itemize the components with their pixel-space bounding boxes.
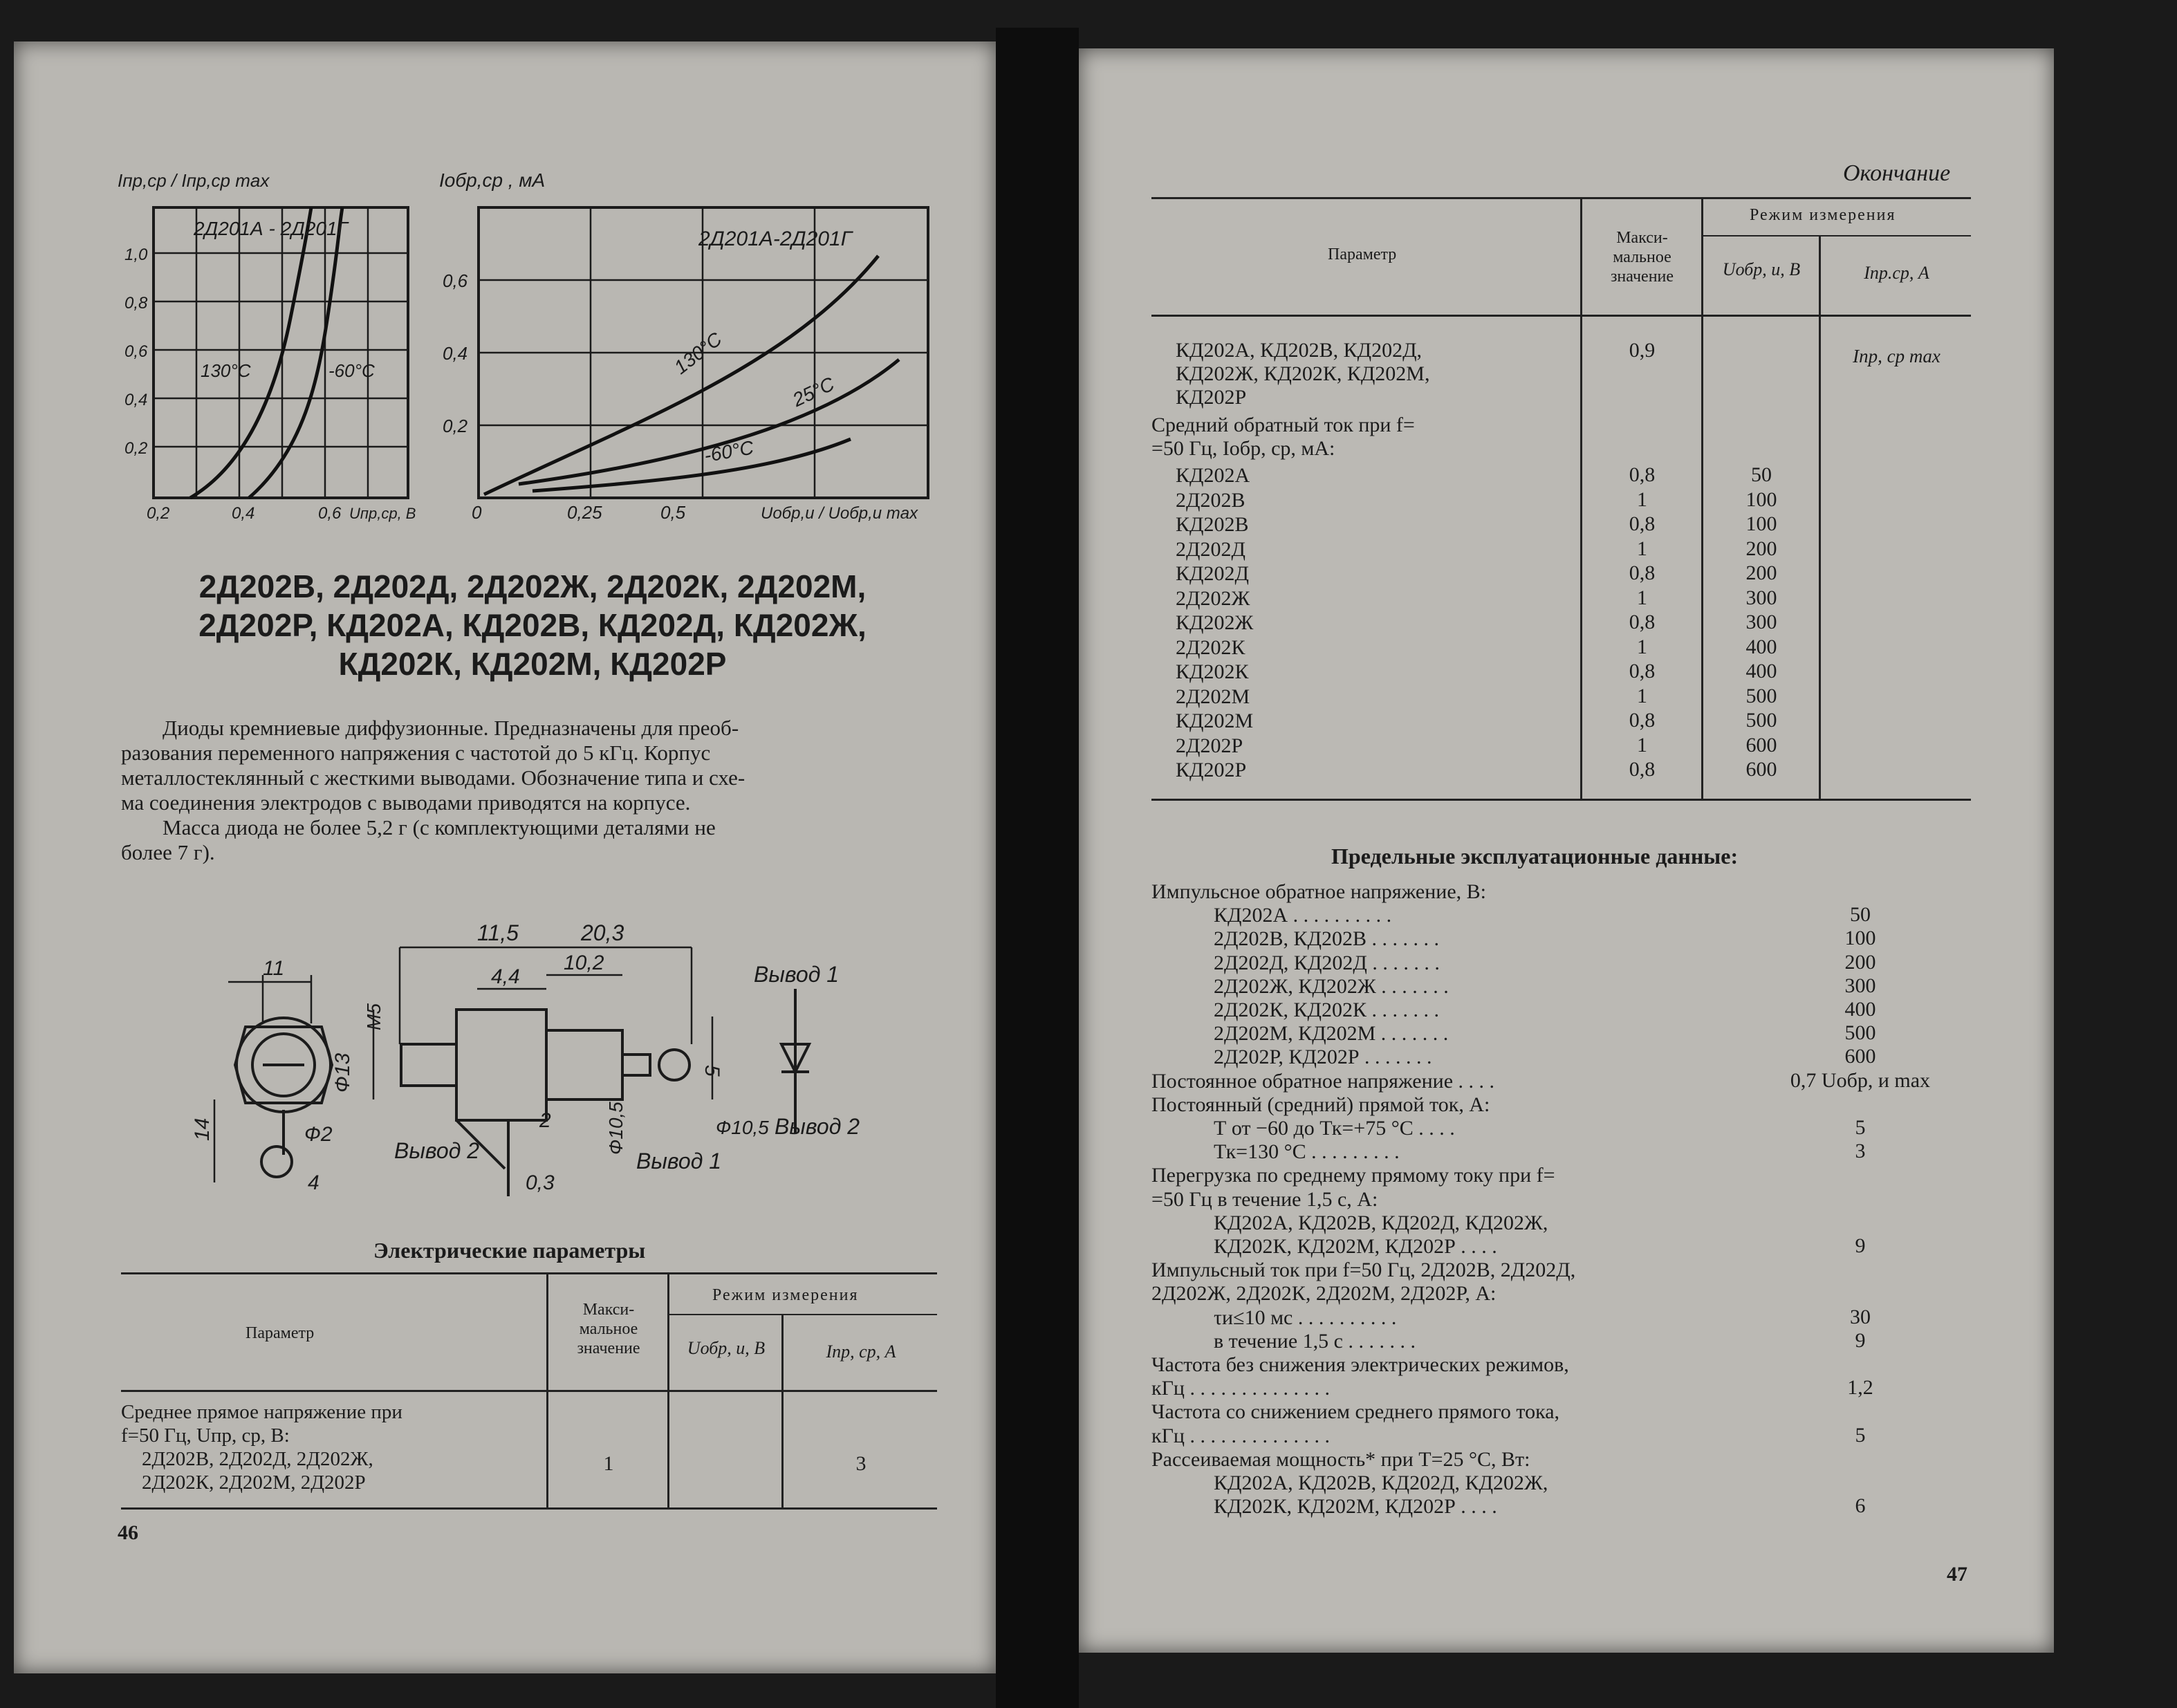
r-row-u-obr: 300 xyxy=(1745,611,1777,633)
limits-title: Предельные эксплуатационные данные: xyxy=(1331,844,1739,869)
limit-value: 9 xyxy=(1855,1234,1866,1257)
chart2-ytick: 0,6 xyxy=(443,270,468,291)
curve-minus60c xyxy=(249,207,342,498)
chart2-curve-label: -60°C xyxy=(702,436,756,467)
r-table-bottom-rule xyxy=(1151,799,1971,801)
limit-value: 5 xyxy=(1855,1423,1866,1447)
diode-types-heading: 2Д202В, 2Д202Д, 2Д202Ж, 2Д202К, 2Д202М, 2Д202Р, КД202А, КД202В, КД202Д, КД202Ж, КД202К, КД202М, КД202Р xyxy=(198,568,867,682)
limit-text: КД202К, КД202М, КД202Р . . . . xyxy=(1214,1495,1497,1519)
chart1-ytick: 0,6 xyxy=(124,342,148,361)
r-row-max: 0,8 xyxy=(1629,611,1656,633)
r-row-u-obr: 200 xyxy=(1745,537,1777,560)
dim-phi10-5-vertical: Ф10,5 xyxy=(605,1102,627,1155)
limit-text: 2Д202Д, КД202Д . . . . . . . xyxy=(1214,951,1440,974)
table-top-rule xyxy=(121,1272,937,1274)
chart1-ytick: 0,2 xyxy=(124,439,148,458)
dim-5: 5 xyxy=(701,1065,723,1077)
r-table-top-rule xyxy=(1151,197,1971,199)
limit-text: Т от −60 до Тк=+75 °С . . . . xyxy=(1214,1117,1455,1140)
header-param: Параметр xyxy=(246,1324,315,1342)
limit-text: τи≤10 мс . . . . . . . . . . xyxy=(1214,1306,1397,1329)
dim-14: 14 xyxy=(191,1117,214,1141)
r-row-u-obr: 100 xyxy=(1745,488,1777,511)
r-row-device: КД202К xyxy=(1176,660,1249,683)
dim-20-3: 20,3 xyxy=(581,920,624,945)
limit-text: КД202А, КД202В, КД202Д, КД202Ж, xyxy=(1214,1211,1548,1234)
limit-text: Частота без снижения электрических режимов, xyxy=(1151,1353,1569,1376)
r-row-u-obr: 500 xyxy=(1745,684,1777,707)
r-row-u-obr: 400 xyxy=(1745,660,1777,683)
r-header-u-obr: Uобр, и, В xyxy=(1722,259,1801,279)
forward-current-chart xyxy=(111,159,429,532)
r-row1-current: Iпр, ср max xyxy=(1853,346,1940,366)
r-row-u-obr: 600 xyxy=(1745,758,1777,781)
chart1-curve-label: -60°C xyxy=(328,360,375,381)
limit-value: 600 xyxy=(1844,1045,1876,1068)
r-row-device: 2Д202М xyxy=(1176,685,1250,708)
label-vyvod-2-right: Вывод 2 xyxy=(775,1114,860,1139)
label-vyvod-2-left: Вывод 2 xyxy=(394,1138,480,1163)
table-bottom-rule xyxy=(121,1507,937,1510)
table-col-divider xyxy=(781,1314,784,1507)
limit-text: 2Д202Ж, КД202Ж . . . . . . . xyxy=(1214,974,1449,998)
r-header-max: Макси- мальное значение xyxy=(1610,229,1674,286)
label-vyvod-1-top: Вывод 1 xyxy=(754,962,840,987)
r-row-max: 0,8 xyxy=(1629,512,1656,535)
r-header-mode: Режим измерения xyxy=(1750,206,1896,224)
limit-value: 1,2 xyxy=(1847,1376,1873,1400)
limit-value: 50 xyxy=(1850,903,1871,927)
r-row-device: КД202Ж xyxy=(1176,611,1254,634)
dim-10-2: 10,2 xyxy=(564,952,604,974)
chart1-xtick: 0,4 xyxy=(232,504,255,523)
limit-text: Импульсное обратное напряжение, В: xyxy=(1151,880,1486,903)
r-row-max: 1 xyxy=(1637,488,1647,511)
limit-text: Рассеиваемая мощность* при Т=25 °С, Вт: xyxy=(1151,1447,1530,1471)
chart2-series-label: 2Д201А-2Д201Г xyxy=(698,228,853,250)
r-row1-devices: КД202А, КД202В, КД202Д, КД202Ж, КД202К, КД202М, КД202Р xyxy=(1176,339,1430,409)
limit-text: кГц . . . . . . . . . . . . . . xyxy=(1151,1424,1330,1447)
r-table-col-divider xyxy=(1819,235,1821,799)
r-row-u-obr: 400 xyxy=(1745,635,1777,658)
dim-phi10-5: Ф10,5 xyxy=(716,1117,769,1138)
limit-text: 2Д202М, КД202М . . . . . . . xyxy=(1214,1022,1449,1046)
limit-text: в течение 1,5 с . . . . . . . xyxy=(1214,1329,1416,1353)
chart1-xtick: 0,2 xyxy=(147,504,170,523)
limit-value: 6 xyxy=(1855,1494,1866,1518)
page-number-left: 46 xyxy=(118,1521,138,1544)
dim-0-3: 0,3 xyxy=(526,1171,555,1194)
r-row-device: КД202В xyxy=(1176,513,1249,536)
chart2-xtick: 0,25 xyxy=(567,502,602,523)
chart2-ytick: 0,4 xyxy=(443,343,468,364)
limit-text: Частота со снижением среднего прямого тока, xyxy=(1151,1400,1560,1424)
r-row-device: 2Д202В xyxy=(1176,488,1245,512)
r-table-col-divider xyxy=(1701,197,1703,799)
limit-text: 2Д202Р, КД202Р . . . . . . . xyxy=(1214,1046,1432,1069)
limit-text: Постоянный (средний) прямой ток, А: xyxy=(1151,1093,1490,1116)
table-row-current: 3 xyxy=(855,1452,867,1475)
r-row-device: 2Д202Р xyxy=(1176,734,1243,757)
table-header-rule xyxy=(121,1390,937,1392)
limit-value: 0,7 Uобр, и max xyxy=(1790,1068,1931,1092)
curve-minus60c xyxy=(532,439,851,491)
chart2-xlabel: Uобр,и / Uобр,и max xyxy=(761,504,918,523)
r-row-u-obr: 100 xyxy=(1745,512,1777,535)
r-row-device: КД202Д xyxy=(1176,562,1249,585)
limit-text: 2Д202Ж, 2Д202К, 2Д202М, 2Д202Р, А: xyxy=(1151,1282,1497,1306)
header-mode: Режим измерения xyxy=(712,1286,859,1304)
header-i-pr: Iпр, ср, А xyxy=(826,1342,896,1362)
r-row-max: 1 xyxy=(1637,586,1647,609)
r-row-max: 1 xyxy=(1637,684,1647,707)
r-table-header-rule xyxy=(1151,315,1971,317)
chart1-ytick: 1,0 xyxy=(124,245,148,264)
limit-value: 400 xyxy=(1844,998,1876,1021)
table-subheader-rule xyxy=(667,1314,937,1315)
header-max: Макси- мальное значение xyxy=(577,1301,640,1357)
limit-value: 3 xyxy=(1855,1140,1866,1163)
r-row-max: 1 xyxy=(1637,733,1647,756)
limit-text: Импульсный ток при f=50 Гц, 2Д202В, 2Д202Д, xyxy=(1151,1259,1576,1282)
chart1-xtick: 0,6 xyxy=(318,504,342,523)
r-row-device: КД202А xyxy=(1176,464,1250,487)
r-row-u-obr: 600 xyxy=(1745,733,1777,756)
chart2-ylabel: Iобр,ср , мА xyxy=(439,169,546,191)
dim-m5: М5 xyxy=(363,1003,385,1030)
limit-text: =50 Гц в течение 1,5 с, А: xyxy=(1151,1187,1378,1211)
limit-text: 2Д202В, КД202В . . . . . . . xyxy=(1214,927,1439,951)
limit-value: 500 xyxy=(1844,1021,1876,1045)
chart1-series-label: 2Д201А - 2Д201Г xyxy=(194,218,348,239)
dim-phi2: Ф2 xyxy=(304,1123,333,1146)
chart1-ytick: 0,4 xyxy=(124,391,148,409)
r-row-max: 0,8 xyxy=(1629,758,1656,781)
chart2-curve-label: 130°C xyxy=(669,328,726,379)
r-table-subheader-rule xyxy=(1701,235,1971,236)
r-row-u-obr: 200 xyxy=(1745,561,1777,584)
r-row-device: КД202Р xyxy=(1176,759,1247,781)
limit-value: 5 xyxy=(1855,1116,1866,1139)
book-spine xyxy=(996,28,1079,1708)
limit-text: Тк=130 °С . . . . . . . . . xyxy=(1214,1140,1400,1164)
chart2-xtick: 0 xyxy=(472,502,482,523)
chart1-xlabel: Uпр,ср, В xyxy=(349,505,416,522)
curve-130c xyxy=(190,207,311,498)
r-row-max: 0,8 xyxy=(1629,463,1656,486)
page-number-right: 47 xyxy=(1947,1563,1967,1586)
chart2-ytick: 0,2 xyxy=(443,416,468,436)
dim-phi13: Ф13 xyxy=(331,1052,354,1093)
r-row1-max: 0,9 xyxy=(1629,339,1656,362)
r-row-device: 2Д202Д xyxy=(1176,537,1245,561)
limit-value: 9 xyxy=(1855,1328,1866,1352)
limit-text: Постоянное обратное напряжение . . . . xyxy=(1151,1069,1495,1093)
label-vyvod-1-bottom: Вывод 1 xyxy=(636,1149,722,1173)
r-row-u-obr: 300 xyxy=(1745,586,1777,609)
limit-text: КД202А, КД202В, КД202Д, КД202Ж, xyxy=(1214,1472,1548,1494)
table-row-forward-voltage: Среднее прямое напряжение при f=50 Гц, Uпр, ср, В: 2Д202В, 2Д202Д, 2Д202Ж, 2Д202К, 2Д202М, 2Д202Р xyxy=(121,1401,402,1494)
chart2-xtick: 0,5 xyxy=(660,502,686,523)
header-u-obr: Uобр, и, В xyxy=(687,1338,766,1358)
continuation-label: Окончание xyxy=(1843,160,1951,186)
dim-4-4: 4,4 xyxy=(491,965,520,988)
r-row-device: КД202М xyxy=(1176,709,1254,732)
diode-dimension-drawing xyxy=(180,906,885,1210)
r-header-i-pr: Iпр.ср, А xyxy=(1864,263,1929,283)
r-row-device: 2Д202К xyxy=(1176,635,1245,659)
limit-text: Перегрузка по среднему прямому току при f= xyxy=(1151,1164,1555,1187)
chart2-curve-label: 25°C xyxy=(789,373,838,411)
table-col-divider xyxy=(546,1272,548,1507)
r-header-param: Параметр xyxy=(1328,245,1397,263)
limit-text: кГц . . . . . . . . . . . . . . xyxy=(1151,1377,1330,1400)
r-row-max: 1 xyxy=(1637,635,1647,658)
chart1-ylabel: Iпр,ср / Iпр,ср max xyxy=(118,170,270,191)
r-row-max: 0,8 xyxy=(1629,660,1656,683)
limit-value: 300 xyxy=(1844,974,1876,997)
chart1-curve-label: 130°C xyxy=(201,360,251,381)
limit-text: КД202А . . . . . . . . . . xyxy=(1214,904,1392,927)
limit-text: КД202К, КД202М, КД202Р . . . . xyxy=(1214,1235,1497,1258)
dim-4: 4 xyxy=(308,1171,319,1194)
dim-2: 2 xyxy=(539,1109,551,1132)
limit-value: 100 xyxy=(1844,927,1876,950)
chart1-ytick: 0,8 xyxy=(124,294,148,313)
r-row-u-obr: 50 xyxy=(1751,463,1772,486)
reverse-current-chart xyxy=(429,159,941,532)
r-reverse-current-heading: Средний обратный ток при f= =50 Гц, Iобр, ср, мА: xyxy=(1151,414,1415,460)
r-table-col-divider xyxy=(1580,197,1582,799)
limit-value: 200 xyxy=(1844,950,1876,974)
table-col-divider xyxy=(667,1272,669,1507)
r-row-max: 1 xyxy=(1637,537,1647,560)
r-row-max: 0,8 xyxy=(1629,561,1656,584)
dim-11: 11 xyxy=(263,957,285,980)
r-row-u-obr: 500 xyxy=(1745,709,1777,732)
r-row-device: 2Д202Ж xyxy=(1176,586,1250,610)
limit-value: 30 xyxy=(1850,1305,1871,1328)
limit-text: 2Д202К, КД202К . . . . . . . xyxy=(1214,999,1439,1021)
table-title: Электрические параметры xyxy=(373,1238,646,1263)
r-row-max: 0,8 xyxy=(1629,709,1656,732)
table-row-max: 1 xyxy=(603,1452,614,1475)
dim-11-5: 11,5 xyxy=(477,920,519,945)
description-paragraph: Диоды кремниевые диффузионные. Предназначены для преоб- разования переменного напряжения с частотой до 5 кГц. Корпус металлостеклянный с жесткими выводами. Обозначение типа и схе- ма соединения электродов с выводами приводятся на корпусе. Масса диода не более 5,2 г (с комплектующими деталями не более 7 г). xyxy=(121,716,745,864)
